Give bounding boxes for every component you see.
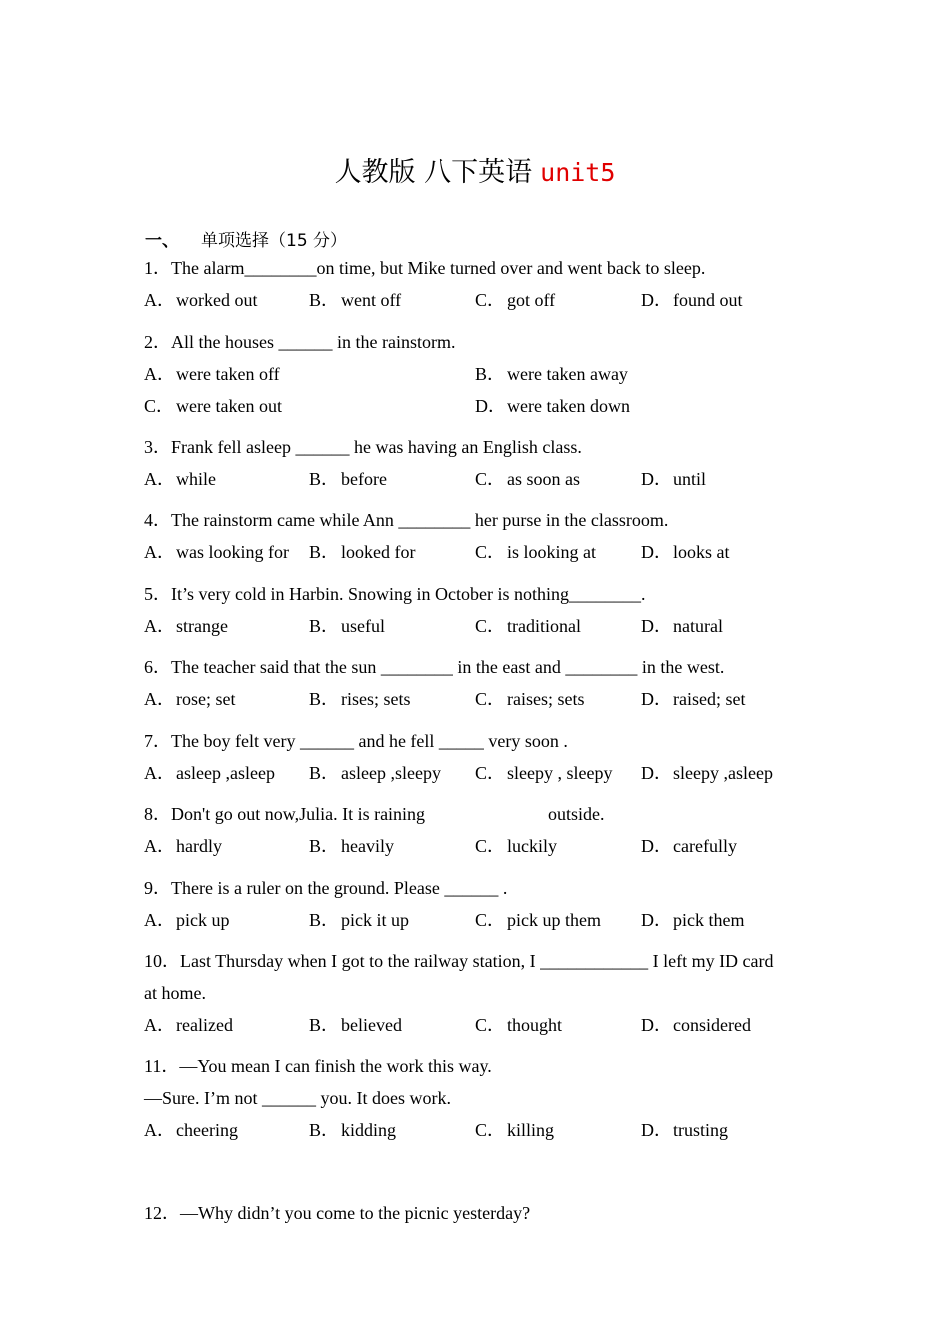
question-10-option-d[interactable] xyxy=(641,1013,751,1037)
question-6-option-a[interactable] xyxy=(144,687,235,711)
question-1-option-b[interactable] xyxy=(309,288,401,312)
option-letter: B． xyxy=(309,290,340,310)
question-9-option-a[interactable] xyxy=(144,908,230,932)
option-text: asleep ,sleepy xyxy=(341,763,441,783)
section-number: 一、 xyxy=(145,231,179,251)
option-text: hardly xyxy=(176,836,222,856)
question-1-option-a[interactable] xyxy=(144,288,257,312)
question-5-option-d[interactable] xyxy=(641,614,723,638)
option-letter: A． xyxy=(144,542,175,562)
question-8-stem: 8．Don't go out now,Julia. It is raining xyxy=(144,804,426,824)
option-letter: D． xyxy=(641,1015,672,1035)
question-5-option-a[interactable] xyxy=(144,614,228,638)
option-text: considered xyxy=(673,1015,751,1035)
option-letter: D． xyxy=(641,763,672,783)
option-text: useful xyxy=(341,616,385,636)
option-text: while xyxy=(176,469,216,489)
question-9-option-b[interactable] xyxy=(309,908,409,932)
option-letter: D． xyxy=(641,689,672,709)
question-11-option-d[interactable] xyxy=(641,1118,728,1142)
option-letter: A． xyxy=(144,689,175,709)
option-text: sleepy ,asleep xyxy=(673,763,773,783)
option-letter: C． xyxy=(144,396,175,416)
question-2-option-d[interactable] xyxy=(475,394,630,418)
option-letter: B． xyxy=(309,1120,340,1140)
option-text: sleepy , sleepy xyxy=(507,763,613,783)
question-8-option-d[interactable] xyxy=(641,834,737,858)
question-8-option-c[interactable] xyxy=(475,834,557,858)
option-text: pick it up xyxy=(341,910,409,930)
option-letter: A． xyxy=(144,290,175,310)
option-text: were taken off xyxy=(176,364,280,384)
option-text: pick up them xyxy=(507,910,601,930)
option-text: looks at xyxy=(673,542,730,562)
option-text: raised; set xyxy=(673,689,746,709)
option-letter: B． xyxy=(309,689,340,709)
question-8-option-a[interactable] xyxy=(144,834,222,858)
option-text: trusting xyxy=(673,1120,729,1140)
option-text: killing xyxy=(507,1120,555,1140)
option-text: cheering xyxy=(176,1120,238,1140)
option-letter: C． xyxy=(475,542,506,562)
question-11-stem-line2: —Sure. I’m not ______ you. It does work. xyxy=(144,1088,451,1108)
question-4-option-c[interactable] xyxy=(475,540,596,564)
option-letter: C． xyxy=(475,763,506,783)
option-text: heavily xyxy=(341,836,394,856)
option-text: asleep ,asleep xyxy=(176,763,275,783)
option-letter: A． xyxy=(144,1120,175,1140)
question-1-option-c[interactable] xyxy=(475,288,555,312)
question-7-option-d[interactable] xyxy=(641,761,773,785)
question-9-option-c[interactable] xyxy=(475,908,601,932)
option-letter: C． xyxy=(475,836,506,856)
question-5-option-b[interactable] xyxy=(309,614,385,638)
option-letter: A． xyxy=(144,1015,175,1035)
option-letter: D． xyxy=(641,1120,672,1140)
option-text: raises; sets xyxy=(507,689,585,709)
option-text: as soon as xyxy=(507,469,580,489)
page-title xyxy=(0,150,950,189)
question-7-option-b[interactable] xyxy=(309,761,441,785)
title-unit-code: unit5 xyxy=(540,158,616,187)
option-text: pick them xyxy=(673,910,745,930)
option-text: thought xyxy=(507,1015,563,1035)
option-letter: B． xyxy=(309,910,340,930)
question-10-option-a[interactable] xyxy=(144,1013,233,1037)
option-text: until xyxy=(673,469,707,489)
option-text: went off xyxy=(341,290,402,310)
question-9-option-d[interactable] xyxy=(641,908,744,932)
option-letter: A． xyxy=(144,364,175,384)
option-letter: D． xyxy=(641,469,672,489)
question-10-stem-line2: at home. xyxy=(144,983,206,1003)
question-11-option-a[interactable] xyxy=(144,1118,238,1142)
option-text: rose; set xyxy=(176,689,236,709)
question-7-option-a[interactable] xyxy=(144,761,275,785)
question-8-stem-tail: outside. xyxy=(548,804,605,824)
question-6-option-d[interactable] xyxy=(641,687,745,711)
question-3-option-d[interactable] xyxy=(641,467,706,491)
option-text: natural xyxy=(673,616,723,636)
question-11-option-c[interactable] xyxy=(475,1118,554,1142)
option-letter: A． xyxy=(144,836,175,856)
question-10-option-c[interactable] xyxy=(475,1013,562,1037)
question-1-option-d[interactable] xyxy=(641,288,743,312)
option-letter: A． xyxy=(144,763,175,783)
option-text: carefully xyxy=(673,836,737,856)
question-6-stem: 6．The teacher said that the sun ________ in the east and ________ in the west. xyxy=(144,657,725,677)
option-text: kidding xyxy=(341,1120,397,1140)
question-11-stem: 11．—You mean I can finish the work this way. xyxy=(144,1056,492,1076)
question-11-option-b[interactable] xyxy=(309,1118,396,1142)
option-letter: C． xyxy=(475,469,506,489)
option-text: was looking for xyxy=(176,542,289,562)
section-heading xyxy=(145,226,347,251)
question-4-stem: 4．The rainstorm came while Ann ________ her purse in the classroom. xyxy=(144,510,669,530)
section-label: 单项选择（15 分） xyxy=(201,231,348,251)
question-10-stem: 10．Last Thursday when I got to the railway station, I ____________ I left my ID card xyxy=(144,951,774,971)
option-text: before xyxy=(341,469,387,489)
question-1-stem: 1．The alarm________on time, but Mike turned over and went back to sleep. xyxy=(144,258,706,278)
question-4-option-a[interactable] xyxy=(144,540,289,564)
question-12-stem: 12．—Why didn’t you come to the picnic yesterday? xyxy=(144,1203,531,1223)
question-5-option-c[interactable] xyxy=(475,614,581,638)
option-letter: D． xyxy=(641,542,672,562)
option-text: realized xyxy=(176,1015,233,1035)
option-text: were taken out xyxy=(176,396,282,416)
question-10-option-b[interactable] xyxy=(309,1013,402,1037)
option-text: is looking at xyxy=(507,542,596,562)
question-3-stem: 3．Frank fell asleep ______ he was having an English class. xyxy=(144,437,582,457)
option-text: rises; sets xyxy=(341,689,411,709)
option-text: found out xyxy=(673,290,743,310)
option-letter: A． xyxy=(144,469,175,489)
option-letter: D． xyxy=(641,616,672,636)
question-9-stem: 9．There is a ruler on the ground. Please ______ . xyxy=(144,878,508,898)
option-letter: A． xyxy=(144,616,175,636)
title-text: 人教版 八下英语 xyxy=(334,157,533,188)
option-text: believed xyxy=(341,1015,402,1035)
option-letter: D． xyxy=(475,396,506,416)
option-letter: C． xyxy=(475,1120,506,1140)
option-letter: B． xyxy=(309,469,340,489)
option-letter: D． xyxy=(641,836,672,856)
option-letter: C． xyxy=(475,1015,506,1035)
option-text: were taken away xyxy=(507,364,628,384)
option-text: got off xyxy=(507,290,556,310)
question-6-option-b[interactable] xyxy=(309,687,411,711)
option-letter: B． xyxy=(309,542,340,562)
question-7-option-c[interactable] xyxy=(475,761,612,785)
option-letter: A． xyxy=(144,910,175,930)
question-6-option-c[interactable] xyxy=(475,687,584,711)
option-letter: C． xyxy=(475,910,506,930)
option-letter: C． xyxy=(475,290,506,310)
option-letter: B． xyxy=(309,836,340,856)
option-letter: C． xyxy=(475,616,506,636)
question-3-option-b[interactable] xyxy=(309,467,387,491)
question-2-stem: 2．All the houses ______ in the rainstorm. xyxy=(144,332,456,352)
option-text: pick up xyxy=(176,910,230,930)
question-5-stem: 5．It’s very cold in Harbin. Snowing in October is nothing________. xyxy=(144,584,646,604)
question-2-option-a[interactable] xyxy=(144,362,280,386)
question-3-option-a[interactable] xyxy=(144,467,216,491)
question-4-option-d[interactable] xyxy=(641,540,730,564)
option-text: strange xyxy=(176,616,228,636)
option-letter: D． xyxy=(641,290,672,310)
option-text: worked out xyxy=(176,290,258,310)
option-text: looked for xyxy=(341,542,416,562)
option-text: luckily xyxy=(507,836,557,856)
option-letter: C． xyxy=(475,689,506,709)
option-letter: B． xyxy=(309,1015,340,1035)
question-7-stem: 7．The boy felt very ______ and he fell _____ very soon . xyxy=(144,731,568,751)
question-2-option-c[interactable] xyxy=(144,394,282,418)
option-letter: B． xyxy=(309,763,340,783)
question-2-option-b[interactable] xyxy=(475,362,628,386)
option-text: traditional xyxy=(507,616,581,636)
option-letter: B． xyxy=(475,364,506,384)
question-4-option-b[interactable] xyxy=(309,540,415,564)
option-letter: B． xyxy=(309,616,340,636)
question-8-option-b[interactable] xyxy=(309,834,394,858)
option-text: were taken down xyxy=(507,396,630,416)
question-3-option-c[interactable] xyxy=(475,467,580,491)
option-letter: D． xyxy=(641,910,672,930)
